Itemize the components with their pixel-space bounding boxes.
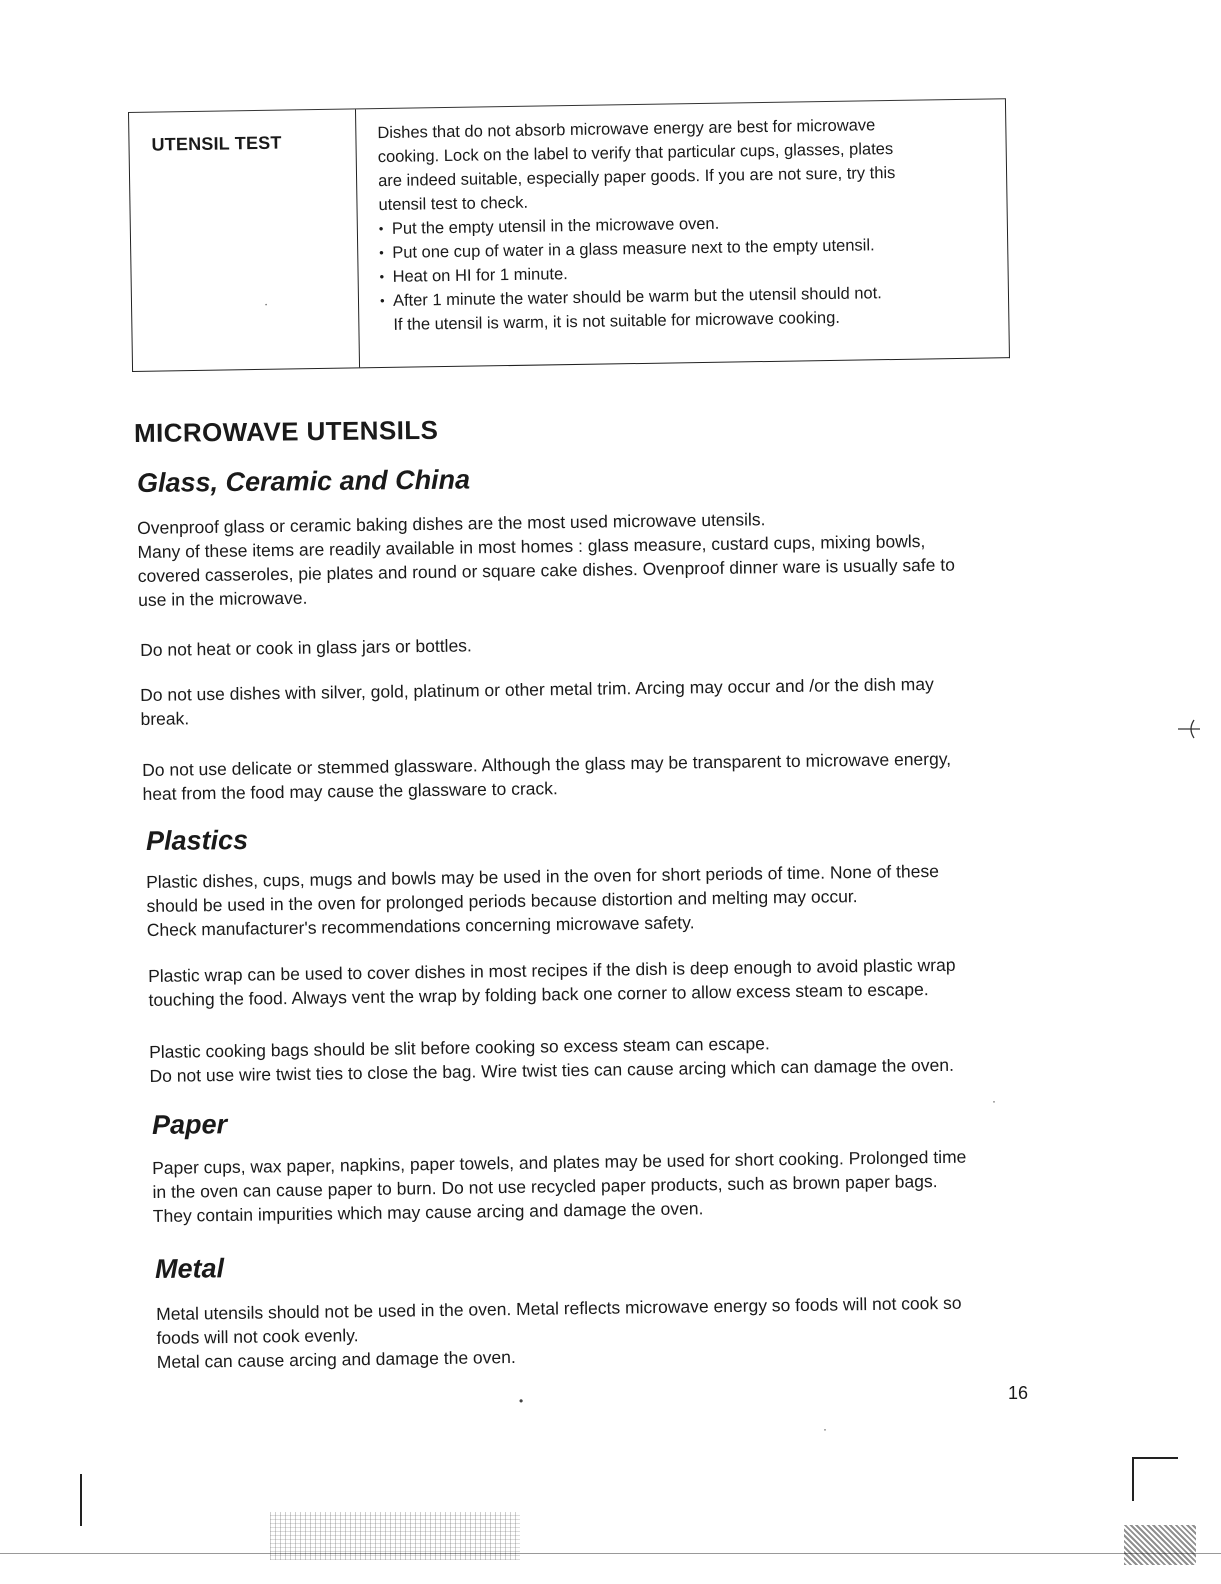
utensil-test-intro-line: Dishes that do not absorb microwave energy are best for microwave — [377, 116, 876, 143]
utensil-test-step: • Heat on HI for 1 minute. — [379, 256, 979, 289]
glass-paragraph-4 — [142, 746, 1023, 806]
paper-paragraph-1 — [152, 1144, 1033, 1228]
section-title: MICROWAVE UTENSILS — [133, 414, 439, 448]
paragraph-line: Paper cups, wax paper, napkins, paper towels, and plates may be used for short cooking. Prolonged time — [152, 1146, 967, 1178]
scan-noise — [270, 1512, 520, 1560]
paragraph-line: touching the food. Always vent the wrap by folding back one corner to allow excess steam to escape. — [148, 979, 929, 1010]
page-number: 16 — [1008, 1383, 1029, 1403]
glass-paragraph-2 — [140, 626, 1020, 662]
paragraph-line: in the oven can cause paper to burn. Do not use recycled paper products, such as brown paper bags. — [152, 1171, 938, 1202]
paragraph-line: Plastic dishes, cups, mugs and bowls may be used in the oven for short periods of time. None of these — [146, 860, 940, 892]
paragraph-line: heat from the food may cause the glassware to crack. — [142, 778, 558, 804]
utensil-test-table — [128, 98, 1010, 372]
binding-mark-icon — [1176, 716, 1202, 742]
paragraph-line: Metal can cause arcing and damage the oven. — [156, 1346, 516, 1372]
paragraph-line: Plastic cooking bags should be slit before cooking so excess steam can escape. — [149, 1033, 770, 1062]
glass-paragraph-3 — [140, 671, 1021, 731]
utensil-test-intro-line: cooking. Lock on the label to verify that particular cups, glasses, plates — [377, 139, 894, 167]
utensil-test-intro-line: are indeed suitable, especially paper goods. If you are not sure, try this — [377, 163, 896, 191]
table-divider — [355, 109, 360, 367]
paragraph-line: use in the microwave. — [138, 587, 308, 610]
paragraph-line: Do not heat or cook in glass jars or bottles. — [140, 635, 472, 660]
utensil-test-content — [377, 112, 980, 337]
plastics-paragraph-2 — [148, 952, 1029, 1012]
glass-heading: Glass, Ceramic and China — [136, 464, 471, 498]
scan-speck: · — [823, 1422, 827, 1436]
scan-speck: · — [263, 296, 269, 311]
paragraph-line: break. — [140, 708, 190, 729]
metal-paragraph-1 — [156, 1290, 1037, 1374]
paragraph-line: should be used in the oven for prolonged periods because distortion and melting may occur. — [146, 886, 858, 916]
utensil-test-steps — [379, 208, 980, 313]
plastics-heading: Plastics — [145, 824, 249, 856]
utensil-test-step: • After 1 minute the water should be warm but the utensil should not. — [380, 280, 980, 313]
paper-heading: Paper — [151, 1109, 228, 1140]
paragraph-line: They contain impurities which may cause arcing and damage the oven. — [152, 1198, 704, 1226]
paragraph-line: covered casseroles, pie plates and round or square cake dishes. Ovenproof dinner ware is usually safe to — [137, 554, 956, 586]
scan-speck: • — [519, 1394, 524, 1408]
plastics-paragraph-3 — [149, 1028, 1030, 1088]
paragraph-line: foods will not cook evenly. — [156, 1325, 359, 1348]
paragraph-line: Plastic wrap can be used to cover dishes in most recipes if the dish is deep enough to avoid plastic wrap — [148, 954, 956, 986]
glass-paragraph-1 — [137, 504, 1018, 612]
utensil-test-note: If the utensil is warm, it is not suitable for microwave cooking. — [393, 308, 841, 334]
crop-mark — [1132, 1457, 1134, 1501]
paragraph-line: Metal utensils should not be used in the oven. Metal reflects microwave energy so foods will not cook so — [156, 1292, 962, 1324]
paragraph-line: Many of these items are readily available in most homes : glass measure, custard cups, mixing bowls, — [137, 530, 926, 562]
paragraph-line: Do not use delicate or stemmed glassware. Although the glass may be transparent to microwave energy, — [142, 748, 952, 780]
utensil-test-intro-line: utensil test to check. — [378, 193, 529, 215]
scan-speck: · — [992, 1094, 996, 1108]
paragraph-line: Do not use wire twist ties to close the bag. Wire twist ties can cause arcing which can damage the oven. — [149, 1054, 954, 1086]
utensil-test-label: UTENSIL TEST — [151, 132, 282, 155]
crop-mark — [1132, 1457, 1178, 1459]
paragraph-line: Check manufacturer's recommendations concerning microwave safety. — [146, 912, 695, 940]
paragraph-line: Ovenproof glass or ceramic baking dishes are the most used microwave utensils. — [137, 509, 766, 538]
paragraph-line: Do not use dishes with silver, gold, platinum or other metal trim. Arcing may occur and /or the dish may — [140, 673, 934, 705]
scan-corner-noise — [1124, 1525, 1196, 1565]
scan-bottom-edge — [0, 1553, 1221, 1554]
plastics-paragraph-1 — [146, 858, 1027, 942]
utensil-test-step: • Put one cup of water in a glass measure next to the empty utensil. — [379, 232, 979, 265]
metal-heading: Metal — [154, 1253, 225, 1284]
scan-edge-mark — [80, 1474, 82, 1526]
utensil-test-step: • Put the empty utensil in the microwave oven. — [379, 208, 979, 241]
